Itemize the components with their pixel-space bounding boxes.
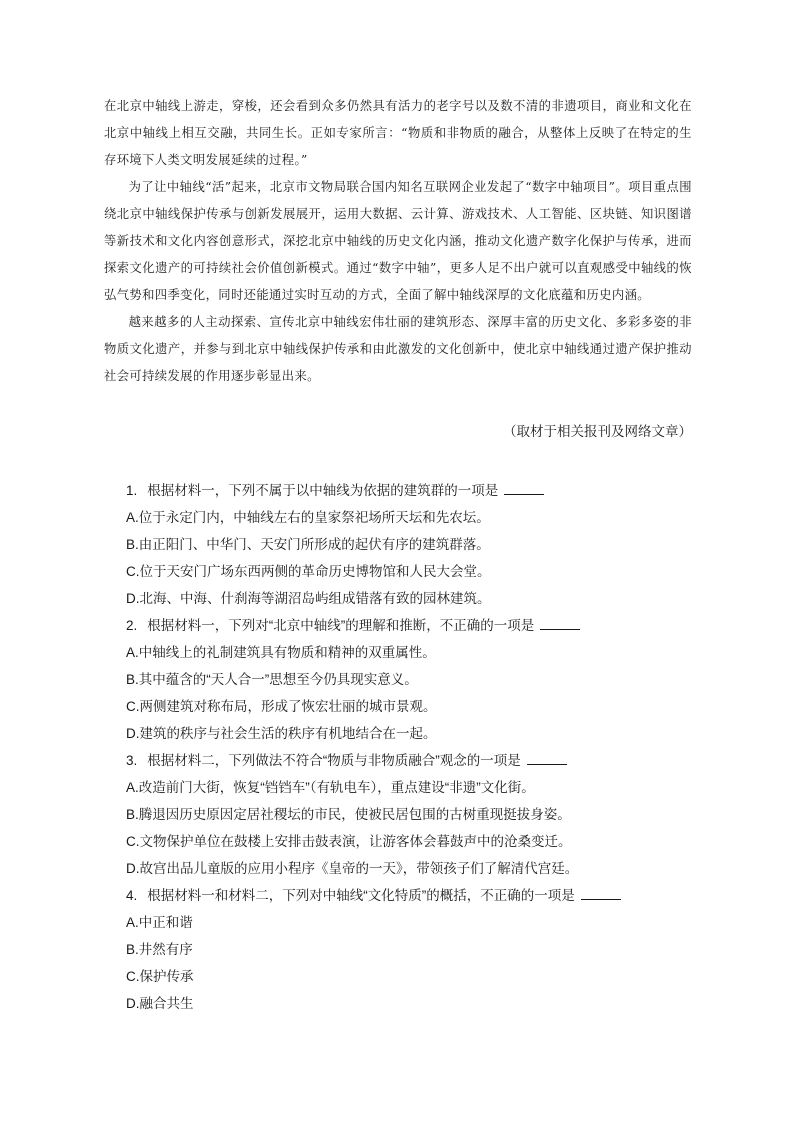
question-number: 2. bbox=[126, 618, 138, 633]
question-stem bbox=[126, 882, 686, 909]
question-3 bbox=[126, 747, 686, 882]
passage-source: （取材于相关报刊及网络文章） bbox=[503, 424, 692, 439]
option-d: D.北海、中海、什刹海等湖沼岛屿组成错落有致的园林建筑。 bbox=[126, 591, 491, 606]
question-2 bbox=[126, 612, 686, 747]
question-stem bbox=[126, 477, 686, 504]
option-a: A.改造前门大街，恢复“铛铛车”（有轨电车），重点建设“非遗”文化街。 bbox=[126, 780, 535, 795]
passage-paragraph: 越来越多的人主动探索、宣传北京中轴线宏伟壮丽的建筑形态、深厚丰富的历史文化、多彩多姿的非物质文化遗产，并参与到北京中轴线保护传承和由此激发的文化创新中，使北京中轴线通过遗产保护推动社会可持续发展的作用逐步彰显出来。 bbox=[104, 315, 692, 383]
option-a: A.中轴线上的礼制建筑具有物质和精神的双重属性。 bbox=[126, 645, 436, 660]
question-list bbox=[126, 477, 686, 1017]
option-c: C.保护传承 bbox=[126, 969, 194, 984]
question-number: 1. bbox=[126, 483, 138, 498]
question-text: 根据材料一，下列不属于以中轴线为依据的建筑群的一项是 bbox=[147, 483, 499, 498]
option-c: C.位于天安门广场东西两侧的革命历史博物馆和人民大会堂。 bbox=[126, 564, 491, 579]
question-number: 4. bbox=[126, 888, 138, 903]
option-d: D.融合共生 bbox=[126, 996, 194, 1011]
reading-passage bbox=[104, 93, 692, 390]
option-a: A.中正和谐 bbox=[126, 915, 193, 930]
question-text: 根据材料一和材料二，下列对中轴线“文化特质”的概括，不正确的一项是 bbox=[147, 888, 575, 903]
option-d: D.故宫出品儿童版的应用小程序《皇帝的一天》，带领孩子们了解清代宫廷。 bbox=[126, 861, 579, 876]
question-text: 根据材料一，下列对“北京中轴线”的理解和推断，不正确的一项是 bbox=[147, 618, 535, 633]
option-c: C.两侧建筑对称布局，形成了恢宏壮丽的城市景观。 bbox=[126, 699, 437, 714]
option-b: B.井然有序 bbox=[126, 942, 193, 957]
answer-blank[interactable] bbox=[540, 617, 580, 630]
option-b: B.由正阳门、中华门、天安门所形成的起伏有序的建筑群落。 bbox=[126, 537, 490, 552]
option-c: C.文物保护单位在鼓楼上安排击鼓表演，让游客体会暮鼓声中的沧桑变迁。 bbox=[126, 834, 572, 849]
answer-blank[interactable] bbox=[527, 752, 567, 765]
option-b: B.腾退因历史原因定居社稷坛的市民，使被民居包围的古树重现挺拔身姿。 bbox=[126, 807, 571, 822]
question-number: 3. bbox=[126, 753, 138, 768]
question-1 bbox=[126, 477, 686, 612]
question-stem bbox=[126, 747, 686, 774]
question-text: 根据材料二，下列做法不符合“物质与非物质融合”观念的一项是 bbox=[147, 753, 521, 768]
option-d: D.建筑的秩序与社会生活的秩序有机地结合在一起。 bbox=[126, 726, 437, 741]
option-b: B.其中蕴含的“天人合一”思想至今仍具现实意义。 bbox=[126, 672, 418, 687]
question-stem bbox=[126, 612, 686, 639]
answer-blank[interactable] bbox=[581, 887, 621, 900]
question-4 bbox=[126, 882, 686, 1017]
option-a: A.位于永定门内，中轴线左右的皇家祭祀场所天坛和先农坛。 bbox=[126, 510, 490, 525]
passage-paragraph: 在北京中轴线上游走，穿梭，还会看到众多仍然具有活力的老字号以及数不清的非遗项目，商业和文化在北京中轴线上相互交融，共同生长。正如专家所言：“物质和非物质的融合，从整体上反映了在特定的生存环境下人类文明发展延续的过程。” bbox=[104, 99, 692, 167]
passage-paragraph: 为了让中轴线“活”起来，北京市文物局联合国内知名互联网企业发起了“数字中轴项目”。项目重点围绕北京中轴线保护传承与创新发展展开，运用大数据、云计算、游戏技术、人工智能、区块链、知识图谱等新技术和文化内容创意形式，深挖北京中轴线的历史文化内涵，推动文化遗产数字化保护与传承，进而探索文化遗产的可持续社会价值创新模式。通过“数字中轴”，更多人足不出户就可以直观感受中轴线的恢弘气势和四季变化，同时还能通过实时互动的方式，全面了解中轴线深厚的文化底蕴和历史内涵。 bbox=[104, 180, 692, 302]
answer-blank[interactable] bbox=[504, 482, 544, 495]
